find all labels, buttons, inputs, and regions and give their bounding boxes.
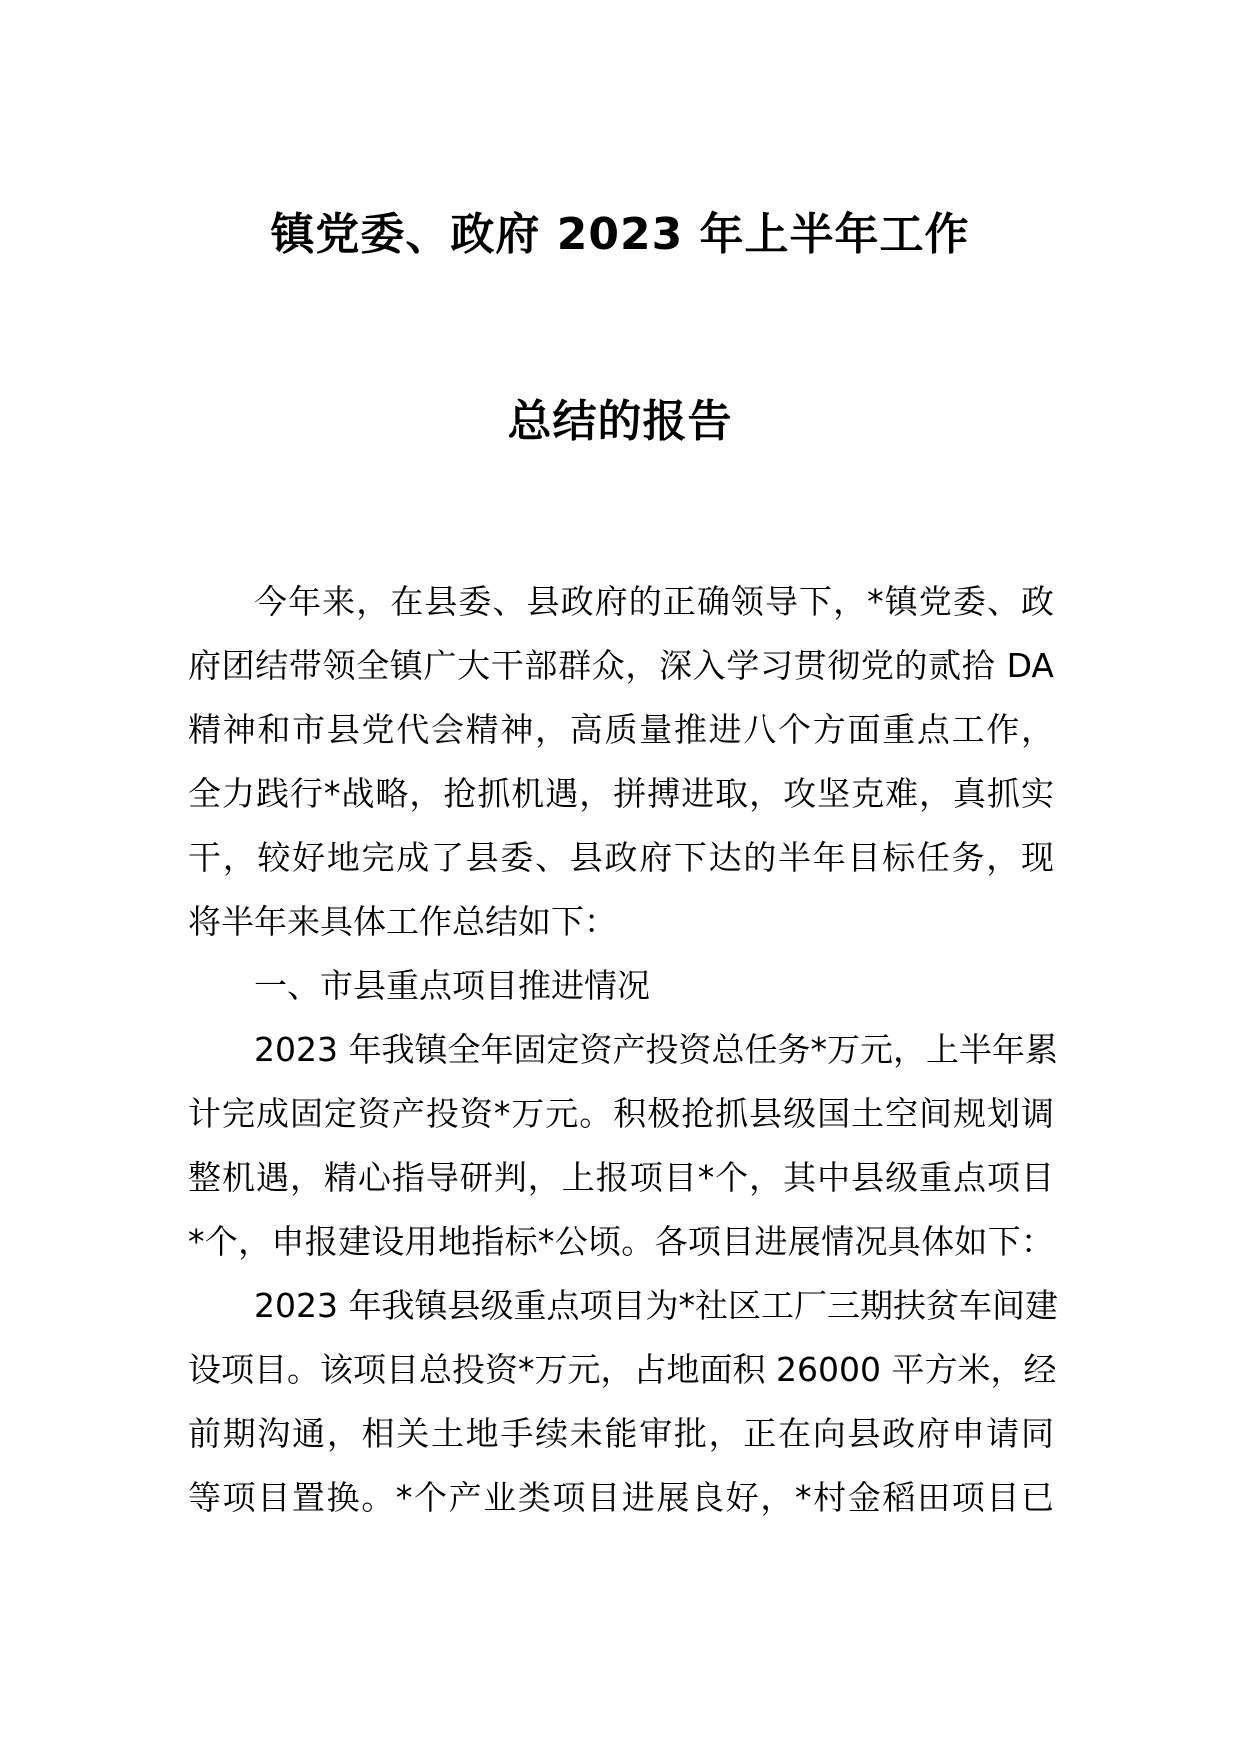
body-line: 将半年来具体工作总结如下： <box>188 902 617 941</box>
body-line: 等项目置换。*个产业类项目进展良好，*村金稻田项目已 <box>188 1478 1054 1517</box>
body-line: 整机遇，精心指导研判，上报项目*个，其中县级重点项目 <box>188 1158 1054 1197</box>
document-title-line-2: 总结的报告 <box>507 396 733 447</box>
body-line: 2023 年我镇县级重点项目为*社区工厂三期扶贫车间建 <box>254 1286 1058 1325</box>
body-line: 全力践行*战略，抢抓机遇，拼搏进取，攻坚克难，真抓实 <box>188 774 1054 813</box>
body-line: *个，申报建设用地指标*公顷。各项目进展情况具体如下： <box>188 1222 1054 1261</box>
body-line: 府团结带领全镇广大干部群众，深入学习贯彻党的贰拾 DA <box>188 646 1054 685</box>
body-line: 设项目。该项目总投资*万元，占地面积 26000 平方米，经 <box>188 1350 1057 1389</box>
body-line: 精神和市县党代会精神，高质量推进八个方面重点工作， <box>188 710 1054 749</box>
body-line: 前期沟通，相关土地手续未能审批，正在向县政府申请同 <box>188 1414 1054 1453</box>
body-line: 2023 年我镇全年固定资产投资总任务*万元，上半年累 <box>254 1030 1058 1069</box>
body-line: 计完成固定资产投资*万元。积极抢抓县级国土空间规划调 <box>188 1094 1054 1133</box>
document-title-line-1: 镇党委、政府 2023 年上半年工作 <box>270 209 970 260</box>
section-heading: 一、市县重点项目推进情况 <box>254 966 650 1005</box>
body-line: 今年来，在县委、县政府的正确领导下，*镇党委、政 <box>254 582 1054 621</box>
body-line: 干，较好地完成了县委、县政府下达的半年目标任务，现 <box>188 838 1054 877</box>
